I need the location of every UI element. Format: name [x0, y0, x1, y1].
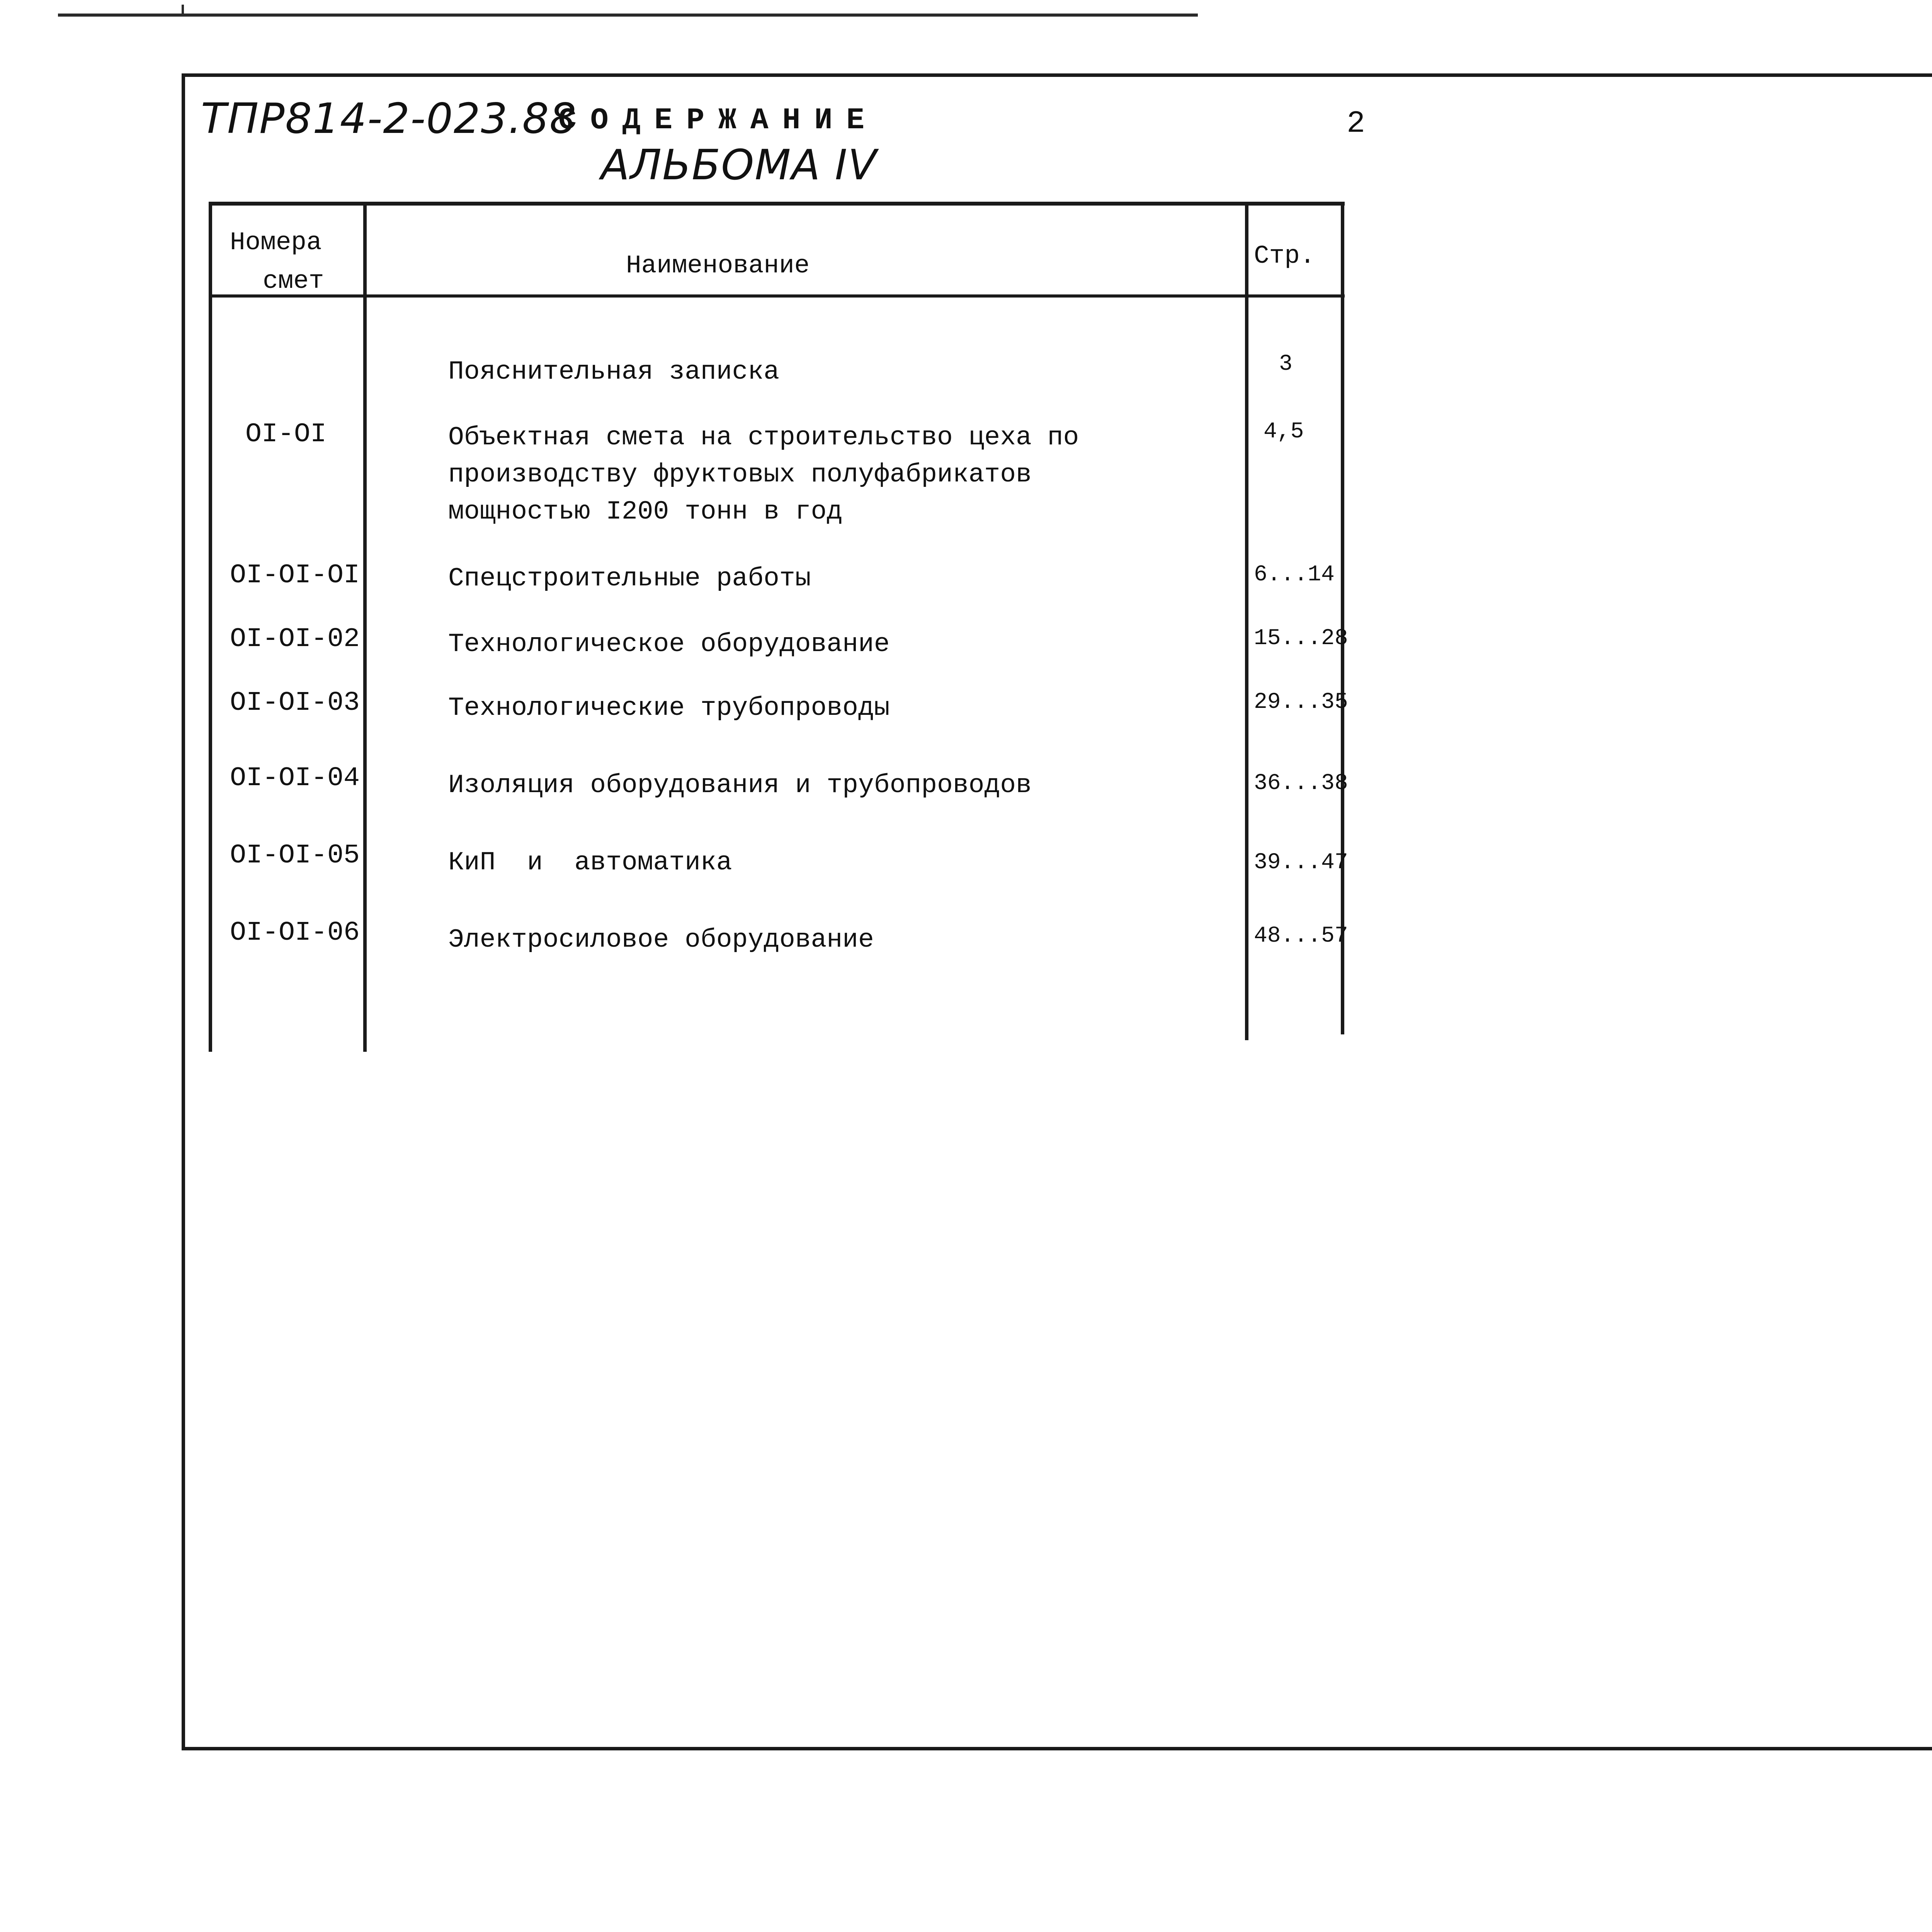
table-column-divider — [1245, 202, 1248, 1040]
sheet-frame — [182, 73, 1932, 1750]
table-row-name: Электросиловое оборудование — [448, 925, 874, 955]
table-row-pages: 39...47 — [1254, 850, 1348, 875]
table-header-line — [209, 294, 1345, 298]
table-row-name: КиП и автоматика — [448, 848, 732, 878]
table-row-pages: 48...57 — [1254, 923, 1348, 949]
table-row-name: Технологические трубопроводы — [448, 693, 890, 723]
top-edge-rule — [58, 14, 1198, 17]
table-row-code: OI-OI-06 — [230, 918, 360, 948]
table-row-name: Пояснительная записка — [448, 357, 779, 387]
table-row-pages: 29...35 — [1254, 690, 1348, 715]
top-edge-tick — [182, 5, 184, 15]
table-row-name: мощностью I200 тонн в год — [448, 497, 843, 527]
table-row-pages: 36...38 — [1254, 771, 1348, 796]
page-title: СОДЕРЖАНИЕ — [558, 104, 879, 138]
table-right-line — [1341, 202, 1344, 1034]
table-row-code: OI-OI — [245, 419, 327, 450]
column-header-page: Стр. — [1254, 242, 1315, 270]
table-row-code: OI-OI-05 — [230, 840, 360, 871]
column-header-number: Номера — [230, 228, 322, 257]
page-number: 2 — [1347, 106, 1366, 141]
document-code: ТПР814-2-023.88 — [201, 95, 577, 143]
table-column-divider — [363, 202, 367, 1052]
table-row-code: OI-OI-04 — [230, 763, 360, 794]
table-row-pages: 4,5 — [1264, 419, 1304, 444]
table-left-line — [209, 202, 212, 1052]
column-header-number: смет — [263, 267, 324, 296]
table-row-pages: 3 — [1279, 352, 1293, 377]
table-row-name: Технологическое оборудование — [448, 629, 890, 659]
page-subtitle: АЛЬБОМА IV — [601, 141, 878, 189]
table-row-code: OI-OI-03 — [230, 688, 360, 718]
table-row-code: OI-OI-02 — [230, 624, 360, 655]
column-header-name: Наименование — [626, 251, 810, 280]
table-row-name: Объектная смета на строительство цеха по — [448, 423, 1079, 452]
table-top-line — [209, 202, 1345, 206]
table-row-pages: 15...28 — [1254, 626, 1348, 651]
table-row-name: Спецстроительные работы — [448, 564, 811, 594]
table-row-name: Изоляция оборудования и трубопроводов — [448, 770, 1032, 800]
table-row-pages: 6...14 — [1254, 562, 1335, 587]
table-row-name: производству фруктовых полуфабрикатов — [448, 460, 1032, 490]
table-row-code: OI-OI-OI — [230, 560, 360, 591]
